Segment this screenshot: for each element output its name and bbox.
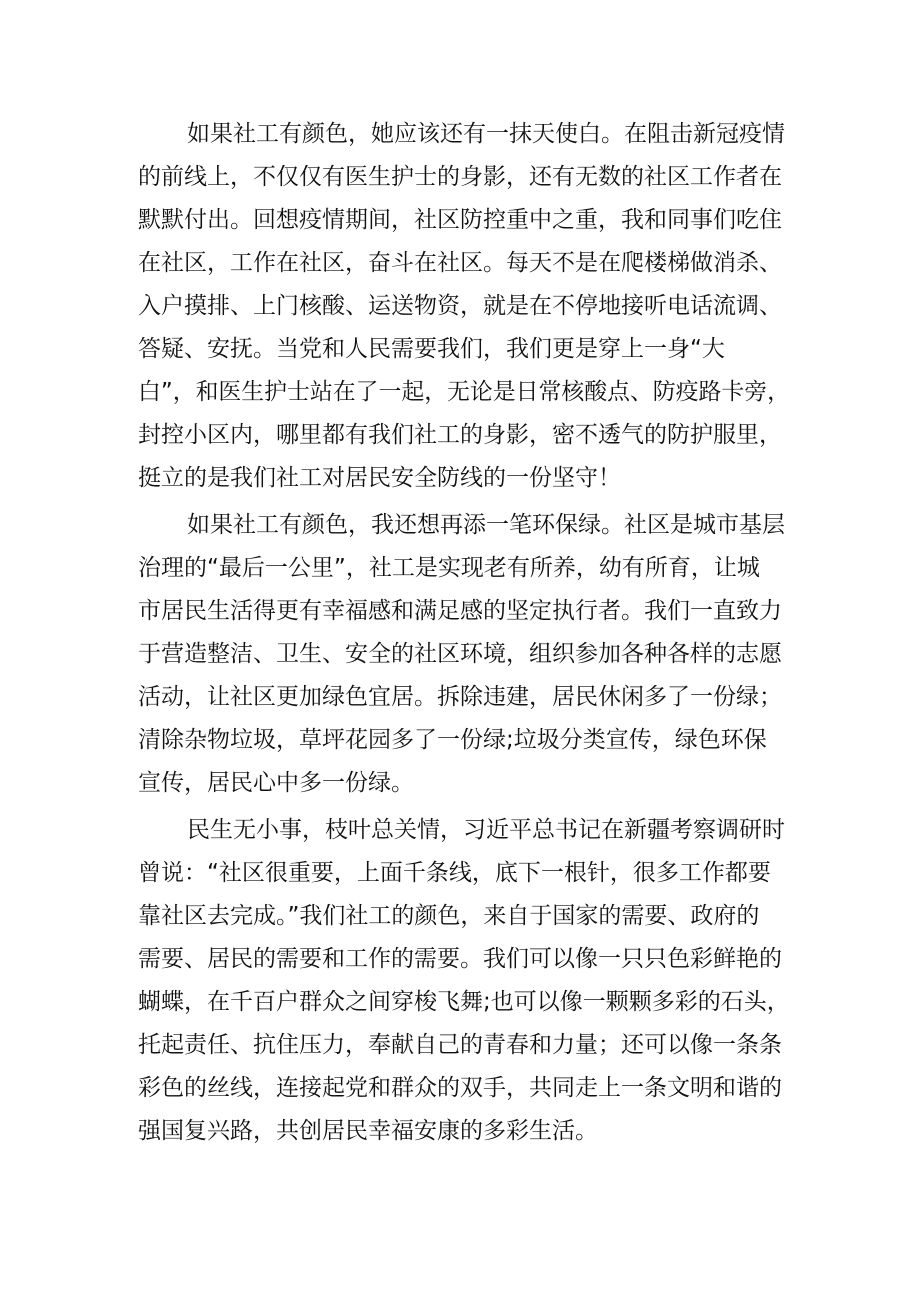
paragraph-1-line-5: [0, 286, 920, 326]
paragraph-3-line-8: [0, 1111, 920, 1151]
text-line: 需要、居民的需要和工作的需要。我们可以像一只只色彩鲜艳的: [138, 946, 782, 972]
paragraph-1-line-1: [0, 114, 920, 154]
text-line: 彩色的丝线，连接起党和群众的双手，共同走上一条文明和谐的: [138, 1075, 782, 1101]
text-line: 在社区，工作在社区，奋斗在社区。每天不是在爬楼梯做消杀、: [138, 250, 782, 276]
text-line: 曾说：“社区很重要，上面千条线，底下一根针，很多工作都要: [138, 860, 771, 886]
text-line: 如果社工有颜色，我还想再添一笔环保绿。社区是城市基层: [187, 512, 785, 538]
text-line: 的前线上，不仅仅有医生护士的身影，还有无数的社区工作者在: [138, 164, 782, 190]
paragraph-3-line-1: [0, 810, 920, 850]
paragraph-1-line-6: [0, 329, 920, 369]
paragraph-1-line-3: [0, 200, 920, 240]
text-line: 如果社工有颜色，她应该还有一抹天使白。在阻击新冠疫情: [187, 121, 785, 147]
paragraph-1-line-8: [0, 415, 920, 455]
text-line: 蝴蝶，在千百户群众之间穿梭飞舞;也可以像一颗颗多彩的石头，: [138, 989, 790, 1015]
paragraph-1-line-9: [0, 458, 920, 498]
paragraph-3-line-4: [0, 939, 920, 979]
paragraph-3-line-2: [0, 853, 920, 893]
paragraph-1-line-4: [0, 243, 920, 283]
text-line: 挺立的是我们社工对居民安全防线的一份坚守！: [138, 465, 621, 491]
text-line: 宣传，居民心中多一份绿。: [138, 770, 414, 796]
paragraph-3-line-7: [0, 1068, 920, 1108]
text-line: 市居民生活得更有幸福感和满足感的坚定执行者。我们一直致力: [138, 598, 782, 624]
paragraph-2-line-1: [0, 505, 920, 545]
paragraph-2-line-5: [0, 677, 920, 717]
text-line: 于营造整洁、卫生、安全的社区环境，组织参加各种各样的志愿: [138, 641, 782, 667]
text-line: 民生无小事，枝叶总关情，习近平总书记在新疆考察调研时: [187, 817, 785, 843]
paragraph-2-line-3: [0, 591, 920, 631]
paragraph-2-line-7: [0, 763, 920, 803]
paragraph-1-line-2: [0, 157, 920, 197]
text-line: 清除杂物垃圾，草坪花园多了一份绿;垃圾分类宣传，绿色环保: [138, 727, 767, 753]
text-line: 入户摸排、上门核酸、运送物资，就是在不停地接听电话流调、: [138, 293, 782, 319]
paragraph-3-line-3: [0, 896, 920, 936]
paragraph-1-line-7: [0, 372, 920, 412]
text-line: 托起责任、抗住压力，奉献自己的青春和力量；还可以像一条条: [138, 1032, 782, 1058]
text-line: 靠社区去完成。”我们社工的颜色，来自于国家的需要、政府的: [138, 903, 760, 929]
paragraph-2-line-2: [0, 548, 920, 588]
text-line: 治理的“最后一公里”，社工是实现老有所养，幼有所育，让城: [138, 555, 760, 581]
paragraph-3-line-5: [0, 982, 920, 1022]
text-line: 活动，让社区更加绿色宜居。拆除违建，居民休闲多了一份绿；: [138, 684, 782, 710]
paragraph-2-line-4: [0, 634, 920, 674]
text-line: 白”，和医生护士站在了一起，无论是日常核酸点、防疫路卡旁，: [138, 379, 790, 405]
text-line: 强国复兴路，共创居民幸福安康的多彩生活。: [138, 1118, 598, 1144]
text-line: 封控小区内，哪里都有我们社工的身影，密不透气的防护服里，: [138, 422, 782, 448]
text-line: 默默付出。回想疫情期间，社区防控重中之重，我和同事们吃住: [138, 207, 782, 233]
paragraph-3-line-6: [0, 1025, 920, 1065]
text-line: 答疑、安抚。当党和人民需要我们，我们更是穿上一身“大: [138, 336, 725, 362]
paragraph-2-line-6: [0, 720, 920, 760]
